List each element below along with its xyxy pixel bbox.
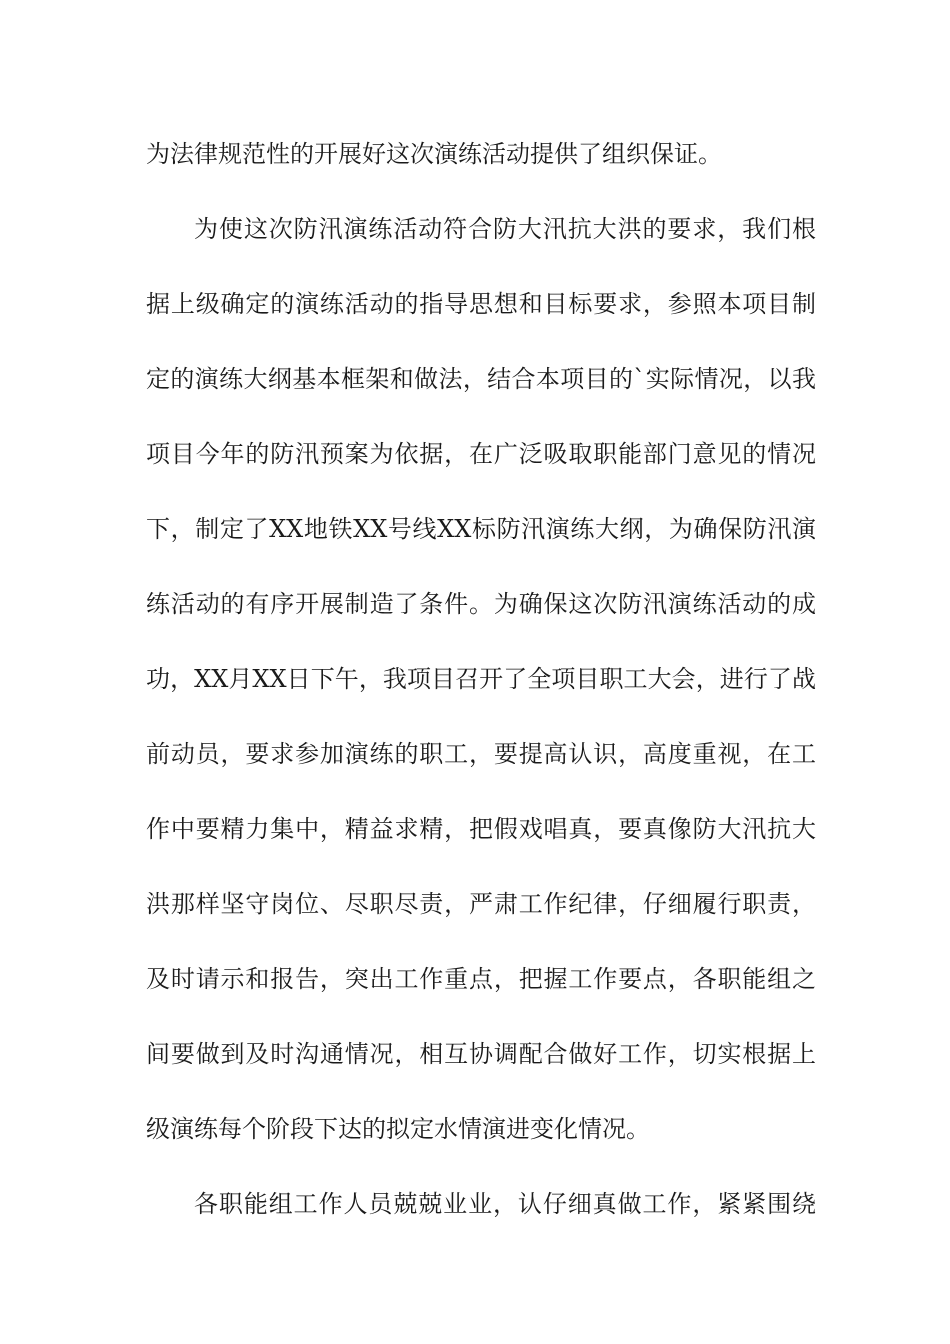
text-line: 及时请示和报告，突出工作重点，把握工作要点，各职能组之 [146,965,816,993]
text-line: 定的演练大纲基本框架和做法，结合本项目的`实际情况，以我 [146,365,816,393]
text-line: 下，制定了XX地铁XX号线XX标防汛演练大纲，为确保防汛演 [146,515,816,543]
text-line: 洪那样坚守岗位、尽职尽责，严肃工作纪律，仔细履行职责， [146,890,816,918]
paragraph-start-line: 为使这次防汛演练活动符合防大汛抗大洪的要求，我们根 [194,215,816,243]
paragraph-start-line: 各职能组工作人员兢兢业业，认仔细真做工作，紧紧围绕 [194,1190,816,1218]
text-line: 功，XX月XX日下午，我项目召开了全项目职工大会，进行了战 [146,665,816,693]
text-line: 间要做到及时沟通情况，相互协调配合做好工作，切实根据上 [146,1040,816,1068]
text-line: 为法律规范性的开展好这次演练活动提供了组织保证。 [146,140,722,168]
text-line: 练活动的有序开展制造了条件。为确保这次防汛演练活动的成 [146,590,816,618]
text-line: 据上级确定的演练活动的指导思想和目标要求，参照本项目制 [146,290,816,318]
text-line: 项目今年的防汛预案为依据，在广泛吸取职能部门意见的情况 [146,440,816,468]
text-line: 作中要精力集中，精益求精，把假戏唱真，要真像防大汛抗大 [146,815,816,843]
text-line: 级演练每个阶段下达的拟定水情演进变化情况。 [146,1115,650,1143]
text-line: 前动员，要求参加演练的职工，要提高认识，高度重视，在工 [146,740,816,768]
